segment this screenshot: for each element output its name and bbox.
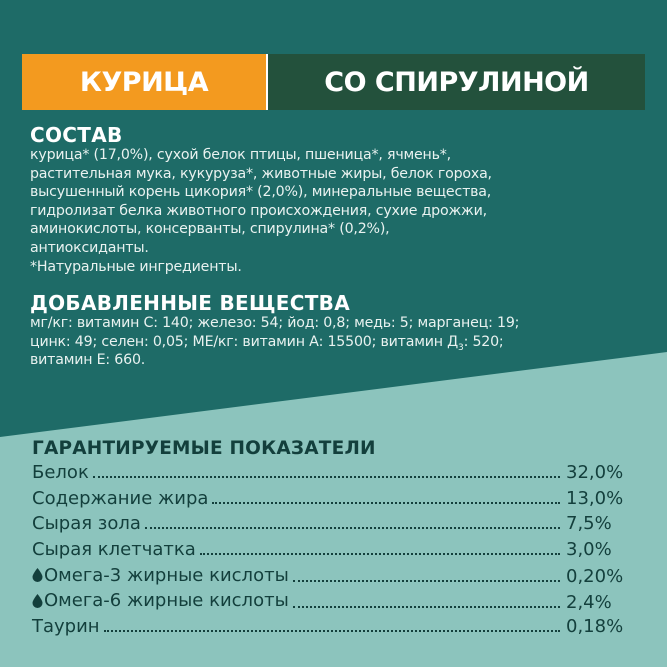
composition-line: гидролизат белка животного происхождения, сухие дрожжи, [30,202,487,219]
composition-section [30,124,650,276]
analysis-row [32,565,630,591]
drop-icon [32,594,43,608]
additives-line: витамин Е: 660. [30,352,146,369]
guaranteed-analysis-section [32,438,630,642]
dot-leader [145,527,560,529]
analysis-row [32,539,630,565]
analysis-row [32,616,630,642]
drop-icon [32,568,43,582]
flavor-banner [22,54,266,110]
row-label: Омега-6 жирные кислоты [44,590,289,612]
row-label: Омега-3 жирные кислоты [44,564,289,586]
composition-line: курица* (17,0%), сухой белок птицы, пшеница*, ячмень*, [30,147,451,163]
composition-line: растительная мука, кукуруза*, животные жиры, белок гороха, [30,165,492,182]
row-value: 7,5% [566,513,612,535]
additives-line-text: цинк: 49; селен: 0,05; МЕ/кг: витамин А: 15500; витамин Д [30,333,459,350]
dot-leader [200,553,560,555]
analysis-row [32,590,630,616]
row-label: Белок [32,462,89,483]
dot-leader [93,476,560,478]
dot-leader [104,630,560,632]
analysis-row [32,462,630,488]
row-value: 32,0% [566,462,624,483]
additives-title: ДОБАВЛЕННЫЕ ВЕЩЕСТВА [30,291,351,315]
row-label: Сырая клетчатка [32,539,196,561]
composition-line: аминокислоты, консерванты, спирулина* (0,2%), [30,221,390,238]
row-label: Таурин [32,616,100,638]
flavor-label: КУРИЦА [79,66,209,98]
dot-leader [212,502,560,504]
variant-banner [268,54,645,110]
row-label: Сырая зола [32,513,141,535]
row-value: 0,18% [566,616,624,638]
composition-footnote: *Натуральные ингредиенты. [30,258,242,275]
additives-line [30,333,650,352]
composition-line: антиоксиданты. [30,239,149,256]
composition-line: высушенный корень цикория* (2,0%), минеральные вещества, [30,184,492,201]
dot-leader [293,606,560,608]
dot-leader [293,580,560,582]
variant-label: СО СПИРУЛИНОЙ [324,66,589,98]
row-value: 13,0% [566,487,624,509]
guaranteed-title: ГАРАНТИРУЕМЫЕ ПОКАЗАТЕЛИ [32,438,376,459]
analysis-row [32,488,630,514]
row-value: 0,20% [566,566,624,588]
analysis-row [32,513,630,539]
row-label: Содержание жира [32,487,209,509]
row-value: 3,0% [566,539,612,561]
composition-title: СОСТАВ [30,123,123,147]
additives-line: мг/кг: витамин С: 140; железо: 54; йод: 0,8; медь: 5; марганец: 19; [30,315,520,331]
additives-section [30,292,650,370]
subscript: 3 [458,342,464,353]
row-value: 2,4% [566,591,612,613]
additives-line-text: : 520; [463,333,504,350]
